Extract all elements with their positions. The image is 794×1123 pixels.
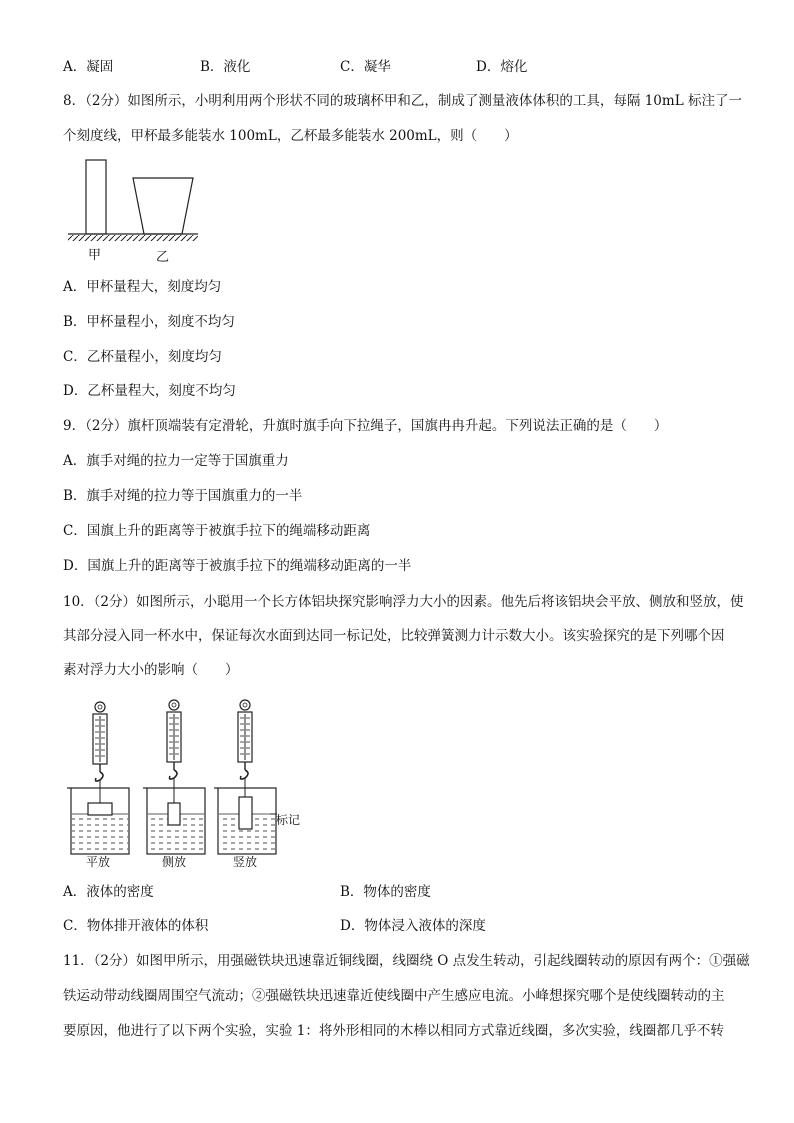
scale-shu (214, 700, 277, 854)
q10-stem-line3: 素对浮力大小的影响（ ） (63, 662, 239, 678)
q10-option-a: A．液体的密度 (63, 884, 154, 900)
q9-option-a: A．旗手对绳的拉力一定等于国旗重力 (63, 453, 289, 469)
cup-jia (86, 160, 106, 234)
q9-option-d: D．国旗上升的距离等于被旗手拉下的绳端移动距离的一半 (63, 558, 412, 574)
q7-option-a: A．凝固 (63, 59, 114, 75)
q10-option-b: B．物体的密度 (340, 884, 431, 900)
q7-option-d: D．熔化 (476, 59, 528, 75)
label-shu: 竖放 (233, 855, 258, 869)
q11-stem-line1: 11．（2分）如图甲所示，用强磁铁块迅速靠近铜线圈，线圈绕 O 点发生转动，引起线圈转动的原因有两个：①强磁 (63, 953, 750, 969)
scale-ce (143, 700, 205, 854)
q9-option-b: B．旗手对绳的拉力等于国旗重力的一半 (63, 488, 303, 504)
q10-option-d: D．物体浸入液体的深度 (340, 918, 486, 934)
q11-stem-line3: 要原因，他进行了以下两个实验，实验 1：将外形相同的木棒以相同方式靠近线圈，多次实验，线圈都几乎不转 (63, 1023, 724, 1039)
cup-yi (133, 178, 193, 234)
scale-ping (67, 702, 129, 854)
q7-option-b: B．液化 (200, 59, 251, 75)
q10-option-c: C．物体排开液体的体积 (63, 918, 209, 934)
label-ping: 平放 (86, 855, 111, 869)
q8-figure-cups (66, 158, 206, 266)
q9-option-c: C．国旗上升的距离等于被旗手拉下的绳端移动距离 (63, 523, 371, 539)
label-jia: 甲 (88, 248, 102, 263)
q7-option-c: C．凝华 (340, 59, 391, 75)
label-ce: 侧放 (162, 855, 187, 869)
q10-stem-line2: 其部分浸入同一杯水中，保证每次水面到达同一标记处，比较弹簧测力计示数大小。该实验探究的是下列哪个因 (63, 628, 725, 644)
label-mark: 标记 (276, 813, 301, 827)
q8-option-a: A．甲杯量程大，刻度均匀 (63, 279, 222, 295)
label-yi: 乙 (156, 250, 170, 265)
q10-figure-spring-scales (62, 690, 312, 870)
q11-stem-line2: 铁运动带动线圈周围空气流动；②强磁铁块迅速靠近使线圈中产生感应电流。小峰想探究哪个是使线圈转动的主 (63, 988, 725, 1004)
q9-stem: 9．（2分）旗杆顶端装有定滑轮，升旗时旗手向下拉绳子，国旗冉冉升起。下列说法正确的是（ ） (63, 418, 668, 434)
q10-stem-line1: 10．（2分）如图所示，小聪用一个长方体铝块探究影响浮力大小的因素。他先后将该铝块会平放、侧放和竖放，使 (63, 594, 744, 610)
q8-stem-line2: 个刻度线，甲杯最多能装水 100mL，乙杯最多能装水 200mL，则（ ） (63, 128, 518, 144)
q8-stem-line1: 8．（2分）如图所示，小明利用两个形状不同的玻璃杯甲和乙，制成了测量液体体积的工具，每隔 10mL 标注了一 (63, 93, 742, 109)
q8-option-d: D．乙杯量程大，刻度不均匀 (63, 383, 236, 399)
q8-option-b: B．甲杯量程小，刻度不均匀 (63, 314, 235, 330)
q8-option-c: C．乙杯量程小，刻度均匀 (63, 349, 222, 365)
